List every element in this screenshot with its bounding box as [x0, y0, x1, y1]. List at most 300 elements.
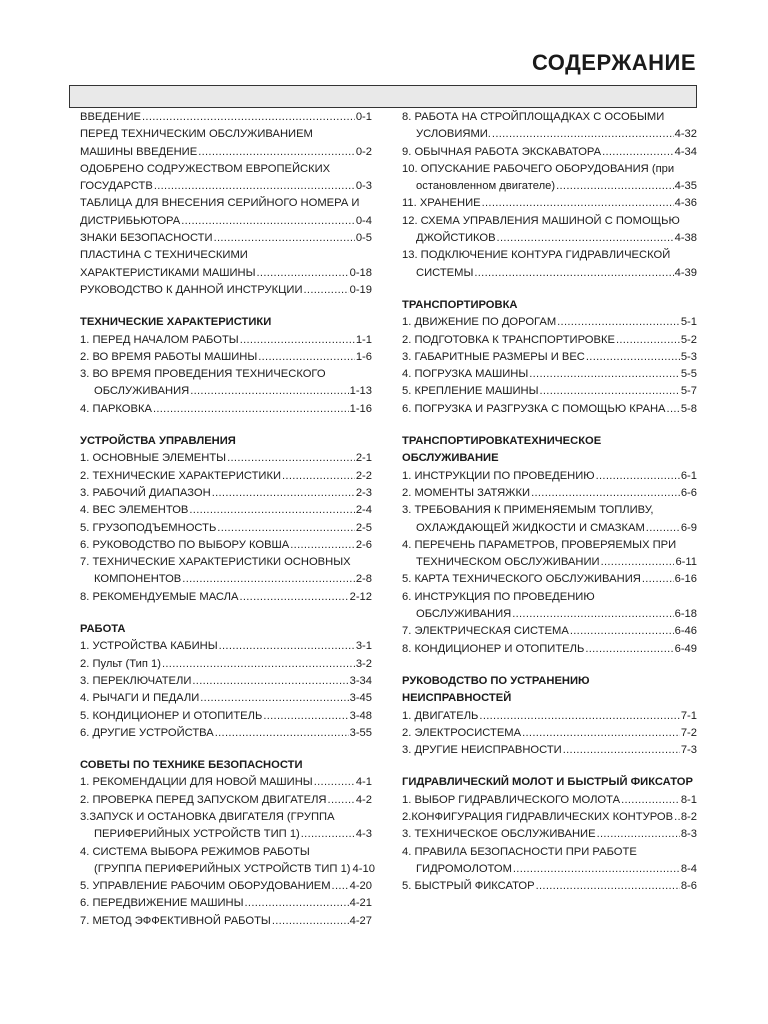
toc-entry-row: [80, 282, 372, 299]
toc-page-number: 2-5: [355, 521, 372, 534]
toc-entry[interactable]: [402, 826, 697, 843]
toc-entry-label: 3. ТЕХНИЧЕСКОЕ ОБСЛУЖИВАНИЕ: [402, 828, 596, 841]
toc-entry-row: [402, 349, 697, 366]
toc-page-number: 4-20: [349, 880, 372, 893]
toc-entry-label: 8. КОНДИЦИОНЕР И ОТОПИТЕЛЬ: [402, 642, 585, 655]
dot-leader: [215, 725, 349, 742]
toc-entry-row: [80, 774, 372, 791]
toc-entry-label: МАШИНЫ ВВЕДЕНИЕ: [80, 145, 198, 158]
toc-entry[interactable]: [80, 282, 372, 299]
toc-page-number: 2-12: [349, 590, 372, 603]
toc-entry-line: 3.ЗАПУСК И ОСТАНОВКА ДВИГАТЕЛЯ (ГРУППА: [80, 810, 335, 823]
toc-entry-row: [80, 401, 372, 418]
toc-page-number: 6-6: [680, 486, 697, 499]
toc-entry[interactable]: [80, 195, 372, 230]
toc-entry-label: ПЕРИФЕРИЙНЫХ УСТРОЙСТВ ТИП 1): [94, 828, 300, 841]
dot-leader: [328, 792, 355, 809]
toc-entry[interactable]: [402, 213, 697, 248]
toc-entry-label: 2. Пульт (Тип 1): [80, 657, 161, 670]
toc-entry-row: [80, 213, 372, 230]
dot-leader: [585, 641, 673, 658]
toc-page-number: 0-5: [355, 232, 372, 245]
dot-leader: [557, 314, 680, 331]
section-gap: [402, 418, 697, 433]
toc-entry-row: [402, 826, 697, 843]
dot-leader: [153, 401, 349, 418]
toc-entry-line: 3. ТРЕБОВАНИЯ К ПРИМЕНЯЕМЫМ ТОПЛИВУ,: [402, 504, 654, 517]
toc-entry-row: [402, 641, 697, 658]
section-heading: ТЕХНИЧЕСКИЕ ХАРАКТЕРИСТИКИ: [80, 316, 272, 329]
toc-page-number: 0-19: [349, 283, 372, 296]
toc-section: [402, 418, 697, 658]
dot-leader: [245, 895, 349, 912]
toc-entry-label: 6. ПОГРУЗКА И РАЗГРУЗКА С ПОМОЩЬЮ КРАНА: [402, 402, 666, 415]
toc-section: [80, 418, 372, 606]
toc-page-number: 0-1: [355, 111, 372, 123]
toc-entry[interactable]: [80, 774, 372, 791]
toc-entry-row: [402, 383, 697, 400]
dot-leader: [539, 383, 679, 400]
toc-entry-row: [402, 742, 697, 759]
toc-entry[interactable]: [402, 485, 697, 502]
toc-page-number: 4-1: [355, 776, 372, 789]
toc-entry[interactable]: [402, 366, 697, 383]
toc-entry[interactable]: [402, 161, 697, 196]
toc-entry-row: [402, 401, 697, 418]
toc-entry-label: 1. ВЫБОР ГИДРАВЛИЧЕСКОГО МОЛОТА: [402, 793, 621, 806]
dot-leader: [219, 638, 355, 655]
toc-page-number: 0-4: [355, 214, 372, 227]
toc-entry-label: ДЖОЙСТИКОВ: [416, 232, 496, 245]
toc-entry[interactable]: [402, 571, 697, 588]
dot-leader: [563, 742, 680, 759]
toc-page-number: 8-2: [680, 810, 697, 823]
toc-section: [402, 658, 697, 759]
section-gap: [402, 759, 697, 774]
toc-page-number: 6-18: [674, 608, 697, 621]
toc-entry[interactable]: [402, 195, 697, 212]
toc-page-number: 1-16: [349, 402, 372, 415]
toc-entry-label: 2. ПОДГОТОВКА К ТРАНСПОРТИРОВКЕ: [402, 333, 615, 346]
toc-entry[interactable]: [80, 109, 372, 126]
toc-entry[interactable]: [80, 844, 375, 879]
dot-leader: [570, 623, 674, 640]
toc-entry-row: [80, 571, 372, 588]
toc-entry[interactable]: [402, 314, 697, 331]
section-heading: РАБОТА: [80, 623, 126, 636]
toc-entry-row: [402, 554, 697, 571]
toc-entry[interactable]: [80, 247, 372, 282]
toc-entry-label: 6. РУКОВОДСТВО ПО ВЫБОРУ КОВША: [80, 538, 290, 551]
dot-leader: [290, 537, 355, 554]
toc-entry[interactable]: [402, 468, 697, 485]
toc-entry[interactable]: [402, 589, 697, 624]
toc-entry[interactable]: [402, 809, 697, 826]
toc-page-number: 7-1: [680, 709, 697, 722]
toc-page-number: 5-5: [680, 368, 697, 381]
toc-entry-label: 3. ПЕРЕКЛЮЧАТЕЛИ: [80, 674, 192, 687]
section-gap: [402, 282, 697, 297]
dot-leader: [529, 366, 680, 383]
toc-entry[interactable]: [80, 589, 372, 606]
toc-entry-label: 5. КОНДИЦИОНЕР И ОТОПИТЕЛЬ: [80, 709, 263, 722]
toc-entry[interactable]: [80, 332, 372, 349]
toc-entry-row: [80, 383, 372, 400]
toc-section: [80, 109, 372, 299]
toc-page-number: 0-2: [355, 145, 372, 158]
toc-entry-row: [80, 230, 372, 247]
toc-entry[interactable]: [80, 656, 372, 673]
toc-entry[interactable]: [80, 895, 372, 912]
toc-entry-row: [402, 861, 697, 878]
toc-entry-row: [402, 144, 697, 161]
toc-section: [80, 742, 375, 930]
dot-leader: [263, 708, 348, 725]
toc-entry-label: ОБСЛУЖИВАНИЯ: [94, 385, 190, 398]
toc-entry-row: [80, 502, 372, 519]
toc-page-number: 3-34: [349, 674, 372, 687]
toc-entry-row: [402, 878, 697, 895]
toc-entry-row: [80, 537, 372, 554]
toc-entry[interactable]: [402, 725, 697, 742]
dot-leader: [601, 554, 675, 571]
dot-leader: [512, 606, 673, 623]
toc-section: [402, 759, 697, 895]
section-gap: [80, 742, 372, 757]
dot-leader: [198, 144, 355, 161]
toc-entry-label: 6. ПЕРЕДВИЖЕНИЕ МАШИНЫ: [80, 897, 244, 910]
toc-section: [80, 299, 372, 418]
toc-entry-line: 10. ОПУСКАНИЕ РАБОЧЕГО ОБОРУДОВАНИЯ (при: [402, 162, 675, 175]
toc-entry-row: [80, 895, 372, 912]
section-gap: [402, 658, 697, 673]
toc-page-number: 1-6: [355, 350, 372, 363]
page-title: СОДЕРЖАНИЕ: [531, 50, 696, 75]
toc-entry-row: [402, 571, 697, 588]
toc-entry-label: ХАРАКТЕРИСТИКАМИ МАШИНЫ: [80, 266, 256, 279]
toc-entry[interactable]: [80, 468, 372, 485]
toc-entry[interactable]: [402, 623, 697, 640]
toc-entry-row: [402, 332, 697, 349]
toc-entry-line: ОДОБРЕНО СОДРУЖЕСТВОМ ЕВРОПЕЙСКИХ: [80, 162, 331, 175]
toc-entry-label: ЗНАКИ БЕЗОПАСНОСТИ: [80, 232, 213, 245]
toc-page-number: 4-39: [674, 266, 697, 279]
toc-entry-row: [402, 809, 697, 826]
toc-entry[interactable]: [402, 109, 697, 144]
toc-entry[interactable]: [80, 450, 372, 467]
toc-section: [402, 282, 697, 418]
toc-page-number: 3-55: [349, 726, 372, 739]
toc-entry-label: 3. ГАБАРИТНЫЕ РАЗМЕРЫ И ВЕС: [402, 350, 585, 363]
toc-entry[interactable]: [80, 913, 372, 930]
dot-leader: [192, 673, 348, 690]
toc-page-number: 4-35: [674, 180, 697, 193]
toc-page-number: 5-7: [680, 385, 697, 398]
toc-entry-line: 4. СИСТЕМА ВЫБОРА РЕЖИМОВ РАБОТЫ: [80, 845, 310, 858]
toc-entry[interactable]: [80, 401, 372, 418]
toc-page-number: 3-45: [349, 692, 372, 705]
toc-entry-label: 2. ВО ВРЕМЯ РАБОТЫ МАШИНЫ: [80, 350, 258, 363]
toc-entry-row: [80, 913, 372, 930]
toc-entry[interactable]: [80, 349, 372, 366]
toc-entry-row: [402, 230, 697, 247]
toc-page-number: 4-27: [349, 914, 372, 927]
toc-entry[interactable]: [402, 383, 697, 400]
toc-entry[interactable]: [80, 638, 372, 655]
section-heading: УСТРОЙСТВА УПРАВЛЕНИЯ: [80, 435, 236, 448]
toc-entry-row: [80, 485, 372, 502]
toc-page-number: 0-3: [355, 180, 372, 193]
toc-entry[interactable]: [80, 708, 372, 725]
toc-entry-label: 1. ДВИЖЕНИЕ ПО ДОРОГАМ: [402, 316, 557, 329]
toc-entry-row: [402, 520, 697, 537]
toc-entry-row: [80, 708, 372, 725]
toc-entry-line: 6. ИНСТРУКЦИЯ ПО ПРОВЕДЕНИЮ: [402, 590, 595, 603]
dot-leader: [162, 656, 355, 673]
dot-leader: [479, 708, 679, 725]
toc-entry[interactable]: [80, 792, 372, 809]
toc-entry-label: 7. МЕТОД ЭФФЕКТИВНОЙ РАБОТЫ: [80, 914, 271, 927]
toc-entry-label: 2.КОНФИГУРАЦИЯ ГИДРАВЛИЧЕСКИХ КОНТУРОВ: [402, 810, 674, 823]
dot-leader: [492, 126, 674, 143]
toc-entry-label: 1. ПЕРЕД НАЧАЛОМ РАБОТЫ: [80, 333, 239, 346]
toc-entry[interactable]: [80, 809, 372, 844]
toc-page-number: 2-4: [355, 504, 372, 517]
toc-entry-label: СИСТЕМЫ: [416, 266, 474, 279]
dot-leader: [272, 913, 349, 930]
toc-entry-row: [402, 792, 697, 809]
toc-page-number: 1-1: [355, 333, 372, 346]
dot-leader: [189, 502, 354, 519]
toc-entry[interactable]: [402, 349, 697, 366]
toc-entry-label: 2. ПРОВЕРКА ПЕРЕД ЗАПУСКОМ ДВИГАТЕЛЯ: [80, 793, 327, 806]
toc-entry[interactable]: [80, 673, 372, 690]
toc-entry-row: [80, 265, 372, 282]
toc-entry-label: КОМПОНЕНТОВ: [94, 573, 182, 586]
toc-page-number: 2-3: [355, 486, 372, 499]
toc-entry[interactable]: [402, 332, 697, 349]
toc-entry-row: [402, 468, 697, 485]
toc-entry-label: ДИСТРИБЬЮТОРА: [80, 214, 181, 227]
toc-entry-label: ГИДРОМОЛОТОМ: [416, 862, 512, 875]
dot-leader: [646, 520, 680, 537]
toc-page-number: 5-3: [680, 350, 697, 363]
toc-entry-row: [402, 126, 697, 143]
toc-entry-row: [80, 144, 372, 161]
toc-entry-row: [80, 725, 372, 742]
toc-entry-row: [80, 656, 372, 673]
dot-leader: [304, 282, 349, 299]
toc-entry-label: 2. ЭЛЕКТРОСИСТЕМА: [402, 726, 522, 739]
dot-leader: [332, 878, 349, 895]
toc-page-number: 5-1: [680, 316, 697, 329]
toc-entry-row: [402, 606, 697, 623]
toc-section: [80, 606, 372, 742]
toc-entry-label: 8. РЕКОМЕНДУЕМЫЕ МАСЛА: [80, 590, 239, 603]
toc-entry-label: 11. ХРАНЕНИЕ: [402, 197, 481, 210]
toc-entry-label: 5. КРЕПЛЕНИЕ МАШИНЫ: [402, 385, 539, 398]
toc-entry[interactable]: [80, 690, 372, 707]
toc-entry-line: 7. ТЕХНИЧЕСКИЕ ХАРАКТЕРИСТИКИ ОСНОВНЫХ: [80, 556, 351, 569]
dot-leader: [258, 349, 355, 366]
toc-entry-line: 13. ПОДКЛЮЧЕНИЕ КОНТУРА ГИДРАВЛИЧЕСКОЙ: [402, 249, 671, 262]
dot-leader: [621, 792, 680, 809]
toc-entry[interactable]: [402, 708, 697, 725]
header-bar: [69, 85, 697, 108]
toc-entry-label: 5. БЫСТРЫЙ ФИКСАТОР: [402, 880, 535, 893]
toc-entry[interactable]: [80, 878, 372, 895]
toc-entry-label: 4. ВЕС ЭЛЕМЕНТОВ: [80, 504, 189, 517]
toc-entry-label: остановленном двигателе): [416, 180, 556, 193]
toc-entry-label: РУКОВОДСТВО К ДАННОЙ ИНСТРУКЦИИ: [80, 283, 303, 296]
toc-entry[interactable]: [80, 554, 372, 589]
toc-entry-row: [402, 708, 697, 725]
toc-entry-row: [402, 265, 697, 282]
toc-entry[interactable]: [80, 366, 372, 401]
toc-entry[interactable]: [402, 502, 697, 537]
toc-entry-line: 3. ВО ВРЕМЯ ПРОВЕДЕНИЯ ТЕХНИЧЕСКОГО: [80, 368, 326, 381]
dot-leader: [227, 450, 355, 467]
dot-leader: [142, 109, 355, 126]
toc-entry-row: [402, 485, 697, 502]
toc-entry-line: 12. СХЕМА УПРАВЛЕНИЯ МАШИНОЙ С ПОМОЩЬЮ: [402, 214, 680, 227]
dot-leader: [182, 571, 355, 588]
toc-entry[interactable]: [80, 161, 372, 196]
toc-entry-label: 5. КАРТА ТЕХНИЧЕСКОГО ОБСЛУЖИВАНИЯ: [402, 573, 641, 586]
toc-page-number: 6-1: [680, 469, 697, 482]
toc-entry-label: ОХЛАЖДАЮЩЕЙ ЖИДКОСТИ И СМАЗКАМ: [416, 521, 645, 534]
dot-leader: [674, 809, 680, 826]
toc-entry-line: 4. ПЕРЕЧЕНЬ ПАРАМЕТРОВ, ПРОВЕРЯЕМЫХ ПРИ: [402, 538, 677, 551]
toc-entry-row: [402, 623, 697, 640]
dot-leader: [482, 195, 674, 212]
toc-entry-label: ВВЕДЕНИЕ: [80, 111, 142, 123]
toc-entry-row: [80, 878, 372, 895]
toc-entry-row: [80, 520, 372, 537]
toc-entry-label: 2. МОМЕНТЫ ЗАТЯЖКИ: [402, 486, 531, 499]
toc-page-number: 4-36: [674, 197, 697, 210]
toc-page-number: 6-46: [674, 625, 697, 638]
toc-entry[interactable]: [402, 792, 697, 809]
toc-entry-line: ПЛАСТИНА С ТЕХНИЧЕСКИМИ: [80, 249, 248, 262]
toc-entry[interactable]: [402, 742, 697, 759]
toc-entry-row: [80, 468, 372, 485]
toc-entry-row: [80, 450, 372, 467]
section-heading: ГИДРАВЛИЧЕСКИЙ МОЛОТ И БЫСТРЫЙ ФИКСАТОР: [402, 776, 693, 789]
toc-entry[interactable]: [80, 725, 372, 742]
dot-leader: [154, 178, 355, 195]
toc-entry[interactable]: [80, 485, 372, 502]
toc-entry-label: 9. ОБЫЧНАЯ РАБОТА ЭКСКАВАТОРА: [402, 145, 602, 158]
toc-entry[interactable]: [402, 247, 697, 282]
toc-page-number: 8-3: [680, 828, 697, 841]
toc-page-number: 8-1: [680, 793, 697, 806]
toc-entry[interactable]: [80, 537, 372, 554]
section-heading: РУКОВОДСТВО ПО УСТРАНЕНИЮ НЕИСПРАВНОСТЕЙ: [402, 674, 590, 705]
toc-entry-row: [80, 638, 372, 655]
toc-entry-row: [80, 349, 372, 366]
dot-leader: [190, 383, 348, 400]
dot-leader: [200, 690, 348, 707]
toc-entry-row: [402, 725, 697, 742]
toc-entry-row: [80, 690, 372, 707]
toc-entry-label: 1. УСТРОЙСТВА КАБИНЫ: [80, 640, 218, 653]
toc-entry[interactable]: [402, 144, 697, 161]
toc-entry[interactable]: [402, 878, 697, 895]
dot-leader: [586, 349, 680, 366]
toc-entry-label: 1. ДВИГАТЕЛЬ: [402, 709, 479, 722]
dot-leader: [497, 230, 674, 247]
toc-entry[interactable]: [402, 537, 697, 572]
toc-entry-label: 1. РЕКОМЕНДАЦИИ ДЛЯ НОВОЙ МАШИНЫ: [80, 776, 313, 789]
toc-entry[interactable]: [402, 844, 697, 879]
toc-entry-row: [80, 109, 372, 126]
dot-leader: [536, 878, 680, 895]
toc-entry[interactable]: [80, 520, 372, 537]
toc-entry[interactable]: [80, 126, 372, 161]
toc-entry-row: [402, 314, 697, 331]
section-heading: ТРАНСПОРТИРОВКАТЕХНИЧЕСКОЕ ОБСЛУЖИВАНИЕ: [402, 435, 602, 465]
toc-page-number: 3-48: [349, 709, 372, 722]
toc-entry-label: 1. ИНСТРУКЦИИ ПО ПРОВЕДЕНИЮ: [402, 469, 595, 482]
toc-page-number: 3-2: [355, 657, 372, 670]
dot-leader: [667, 401, 680, 418]
toc-page-number: 7-2: [680, 726, 697, 739]
toc-page-number: 4-10: [352, 862, 375, 875]
toc-entry-label: 1. ОСНОВНЫЕ ЭЛЕМЕНТЫ: [80, 452, 227, 465]
toc-entry-line: ТАБЛИЦА ДЛЯ ВНЕСЕНИЯ СЕРИЙНОГО НОМЕРА И: [80, 197, 360, 210]
toc-entry[interactable]: [80, 230, 372, 247]
dot-leader: [474, 265, 673, 282]
toc-entry-label: 5. ГРУЗОПОДЪЕМНОСТЬ: [80, 521, 217, 534]
toc-entry[interactable]: [402, 401, 697, 418]
toc-entry[interactable]: [80, 502, 372, 519]
toc-entry-row: [80, 861, 375, 878]
toc-entry-row: [80, 826, 372, 843]
dot-leader: [181, 213, 355, 230]
toc-page-number: 6-16: [674, 573, 697, 586]
dot-leader: [212, 485, 355, 502]
toc-page-number: 6-9: [680, 521, 697, 534]
toc-page-number: 6-11: [675, 556, 697, 569]
toc-page-number: 0-18: [349, 266, 372, 279]
section-gap: [80, 299, 372, 314]
dot-leader: [597, 826, 680, 843]
dot-leader: [596, 468, 680, 485]
toc-entry-label: ГОСУДАРСТВ: [80, 180, 153, 193]
dot-leader: [602, 144, 674, 161]
toc-entry-line: 4. ПРАВИЛА БЕЗОПАСНОСТИ ПРИ РАБОТЕ: [402, 845, 637, 858]
toc-page-number: 1-13: [349, 385, 372, 398]
toc-entry-label: ОБСЛУЖИВАНИЯ: [416, 608, 512, 621]
toc-entry-row: [80, 673, 372, 690]
toc-page-number: 7-3: [680, 744, 697, 757]
section-heading: ТРАНСПОРТИРОВКА: [402, 298, 518, 311]
toc-entry-label: УСЛОВИЯМИ.: [416, 128, 491, 141]
dot-leader: [217, 520, 355, 537]
dot-leader: [513, 861, 680, 878]
toc-entry-row: [80, 589, 372, 606]
toc-page-number: 4-21: [349, 897, 372, 910]
toc-entry-row: [402, 195, 697, 212]
toc-page-number: 6-49: [674, 642, 697, 655]
toc-entry[interactable]: [402, 641, 697, 658]
section-heading: СОВЕТЫ ПО ТЕХНИКЕ БЕЗОПАСНОСТИ: [80, 759, 303, 772]
toc-entry-row: [80, 792, 372, 809]
toc-page-number: 8-4: [680, 862, 697, 875]
toc-left-column: [80, 109, 375, 930]
dot-leader: [616, 332, 680, 349]
